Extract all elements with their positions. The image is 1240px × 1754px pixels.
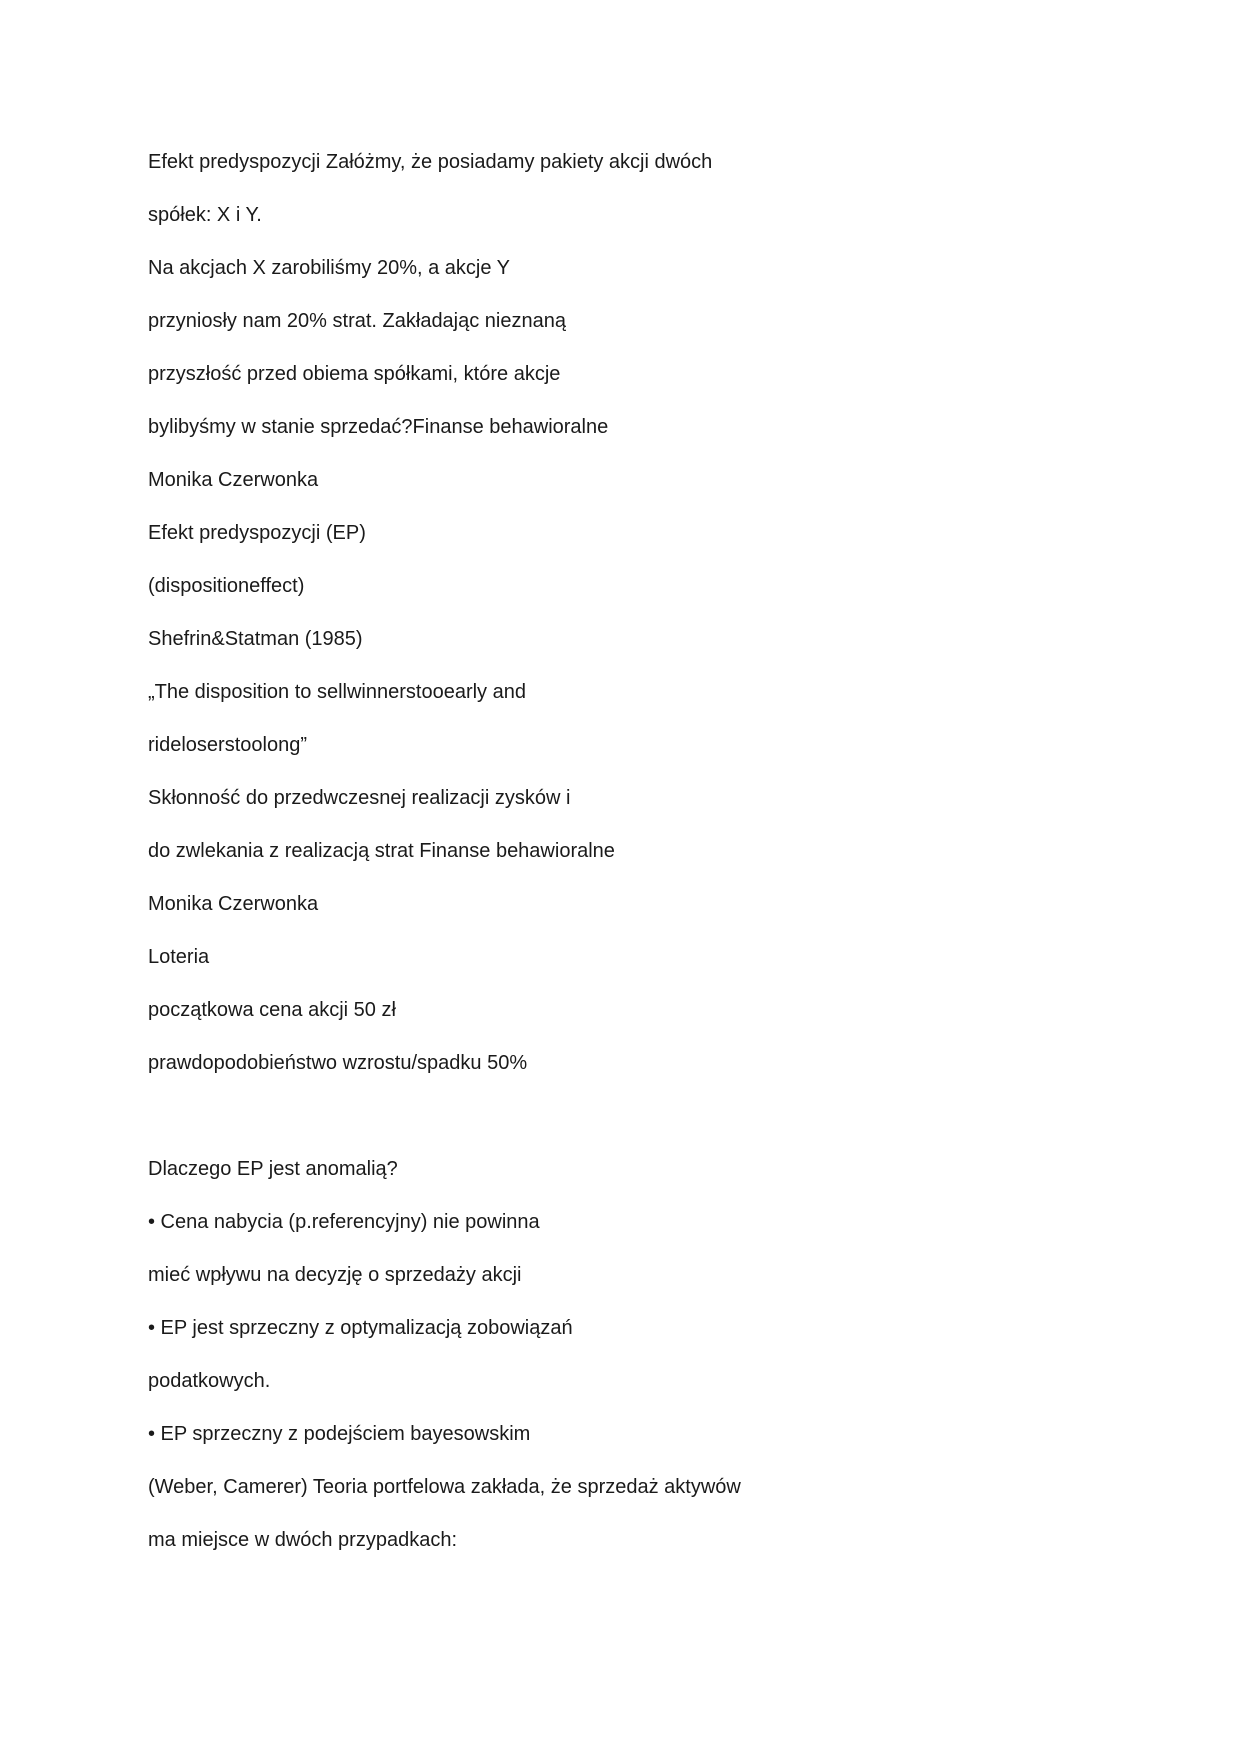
- text-line: przyniosły nam 20% strat. Zakładając nieznaną: [148, 310, 566, 332]
- text-line: Shefrin&Statman (1985): [148, 628, 363, 650]
- text-line: Monika Czerwonka: [148, 893, 319, 915]
- text-line: Na akcjach X zarobiliśmy 20%, a akcje Y: [148, 257, 511, 279]
- text-line: mieć wpływu na decyzję o sprzedaży akcji: [148, 1264, 522, 1286]
- text-line: ma miejsce w dwóch przypadkach:: [148, 1529, 458, 1551]
- text-line: „The disposition to sellwinnerstooearly and: [148, 681, 526, 703]
- text-line: spółek: X i Y.: [148, 204, 262, 226]
- text-line: (Weber, Camerer) Teoria portfelowa zakłada, że sprzedaż aktywów: [148, 1476, 741, 1498]
- text-line: Efekt predyspozycji Załóżmy, że posiadamy pakiety akcji dwóch: [148, 151, 713, 173]
- text-line: Loteria: [148, 946, 210, 968]
- text-line: bylibyśmy w stanie sprzedać?Finanse behawioralne: [148, 416, 609, 438]
- text-line: • Cena nabycia (p.referencyjny) nie powinna: [148, 1211, 540, 1233]
- text-line: do zwlekania z realizacją strat Finanse behawioralne: [148, 840, 615, 862]
- text-line: prawdopodobieństwo wzrostu/spadku 50%: [148, 1052, 528, 1074]
- document-body: [148, 143, 1108, 1574]
- text-line: Efekt predyspozycji (EP): [148, 522, 366, 544]
- text-line: podatkowych.: [148, 1370, 271, 1392]
- text-line: (dispositioneffect): [148, 575, 305, 597]
- text-line: • EP sprzeczny z podejściem bayesowskim: [148, 1423, 531, 1445]
- text-line: Skłonność do przedwczesnej realizacji zysków i: [148, 787, 571, 809]
- text-line: przyszłość przed obiema spółkami, które akcje: [148, 363, 561, 385]
- text-line: Dlaczego EP jest anomalią?: [148, 1158, 398, 1180]
- blank-line: [148, 1097, 1108, 1150]
- text-line: początkowa cena akcji 50 zł: [148, 999, 396, 1021]
- text-line: rideloserstoolong”: [148, 734, 307, 756]
- text-line: Monika Czerwonka: [148, 469, 319, 491]
- text-line: • EP jest sprzeczny z optymalizacją zobowiązań: [148, 1317, 573, 1339]
